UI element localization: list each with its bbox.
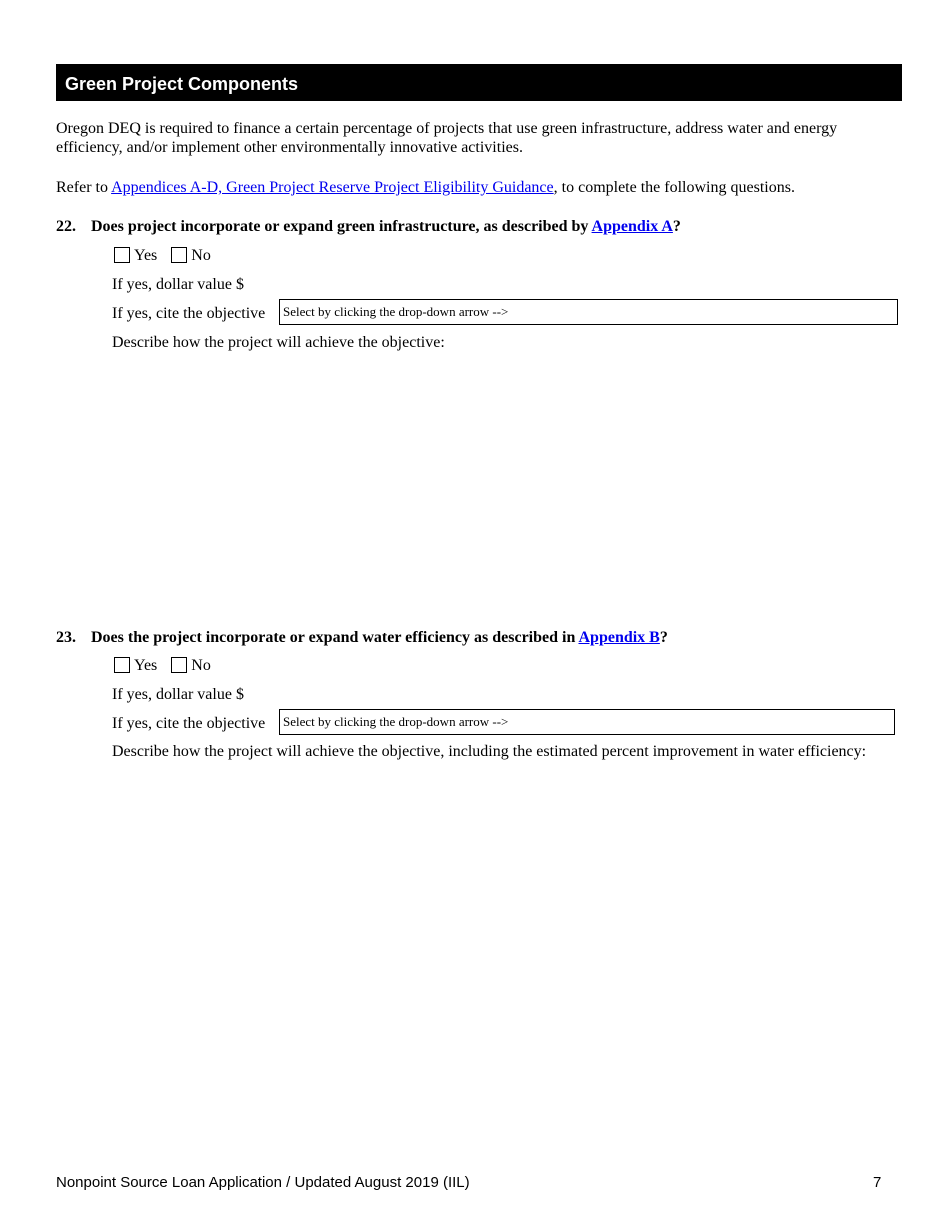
- refer-paragraph: [56, 178, 902, 197]
- question-23-number: 23.: [56, 629, 76, 646]
- question-23-text: [91, 628, 668, 647]
- question-22-number: 22.: [56, 218, 76, 235]
- question-23-yes-no: [114, 656, 221, 675]
- question-23-objective-select[interactable]: Select by clicking the drop-down arrow -->: [279, 709, 895, 735]
- question-22-text: [91, 217, 681, 236]
- section-title: Green Project Components: [56, 64, 902, 101]
- question-22-text-after: ?: [672, 218, 681, 235]
- question-23-no-checkbox[interactable]: [171, 657, 187, 673]
- appendices-guidance-link[interactable]: Appendices A-D, Green Project Reserve Project Eligibility Guidance: [111, 179, 554, 196]
- question-22-describe-label: Describe how the project will achieve the objective:: [112, 334, 445, 351]
- question-22-text-before: Does project incorporate or expand green infrastructure, as described by: [91, 218, 592, 235]
- question-23-objective-label: If yes, cite the objective: [112, 715, 266, 732]
- intro-paragraph: Oregon DEQ is required to finance a certain percentage of projects that use green infrastructure, address water and energy efficiency, and/or implement other environmentally innovative activities.: [56, 120, 838, 156]
- appendix-b-link[interactable]: Appendix B: [578, 629, 660, 646]
- question-22-yes-no: [114, 246, 221, 265]
- appendix-a-link[interactable]: Appendix A: [591, 218, 673, 235]
- question-23-no-label: No: [191, 657, 211, 674]
- question-22-no-checkbox[interactable]: [171, 247, 187, 263]
- question-23-yes-checkbox[interactable]: [114, 657, 130, 673]
- question-23-yes-label: Yes: [134, 657, 158, 674]
- question-22-no-label: No: [191, 247, 211, 264]
- refer-prefix: Refer to: [56, 179, 112, 196]
- footer-page-number: 7: [873, 1174, 882, 1191]
- question-22-yes-checkbox[interactable]: [114, 247, 130, 263]
- question-22-dollar-label: If yes, dollar value $: [112, 276, 244, 293]
- question-23-dollar-label: If yes, dollar value $: [112, 686, 244, 703]
- question-23-describe-label: Describe how the project will achieve the objective, including the estimated percent improvement in water efficiency:: [112, 743, 867, 760]
- question-23-text-after: ?: [659, 629, 668, 646]
- question-22-objective-label: If yes, cite the objective: [112, 305, 266, 322]
- question-23-text-before: Does the project incorporate or expand water efficiency as described in: [91, 629, 579, 646]
- refer-suffix: , to complete the following questions.: [553, 179, 795, 196]
- footer-document-title: Nonpoint Source Loan Application / Updated August 2019 (IIL): [56, 1174, 470, 1191]
- question-22-objective-select[interactable]: Select by clicking the drop-down arrow -->: [279, 299, 898, 325]
- question-22-yes-label: Yes: [134, 247, 158, 264]
